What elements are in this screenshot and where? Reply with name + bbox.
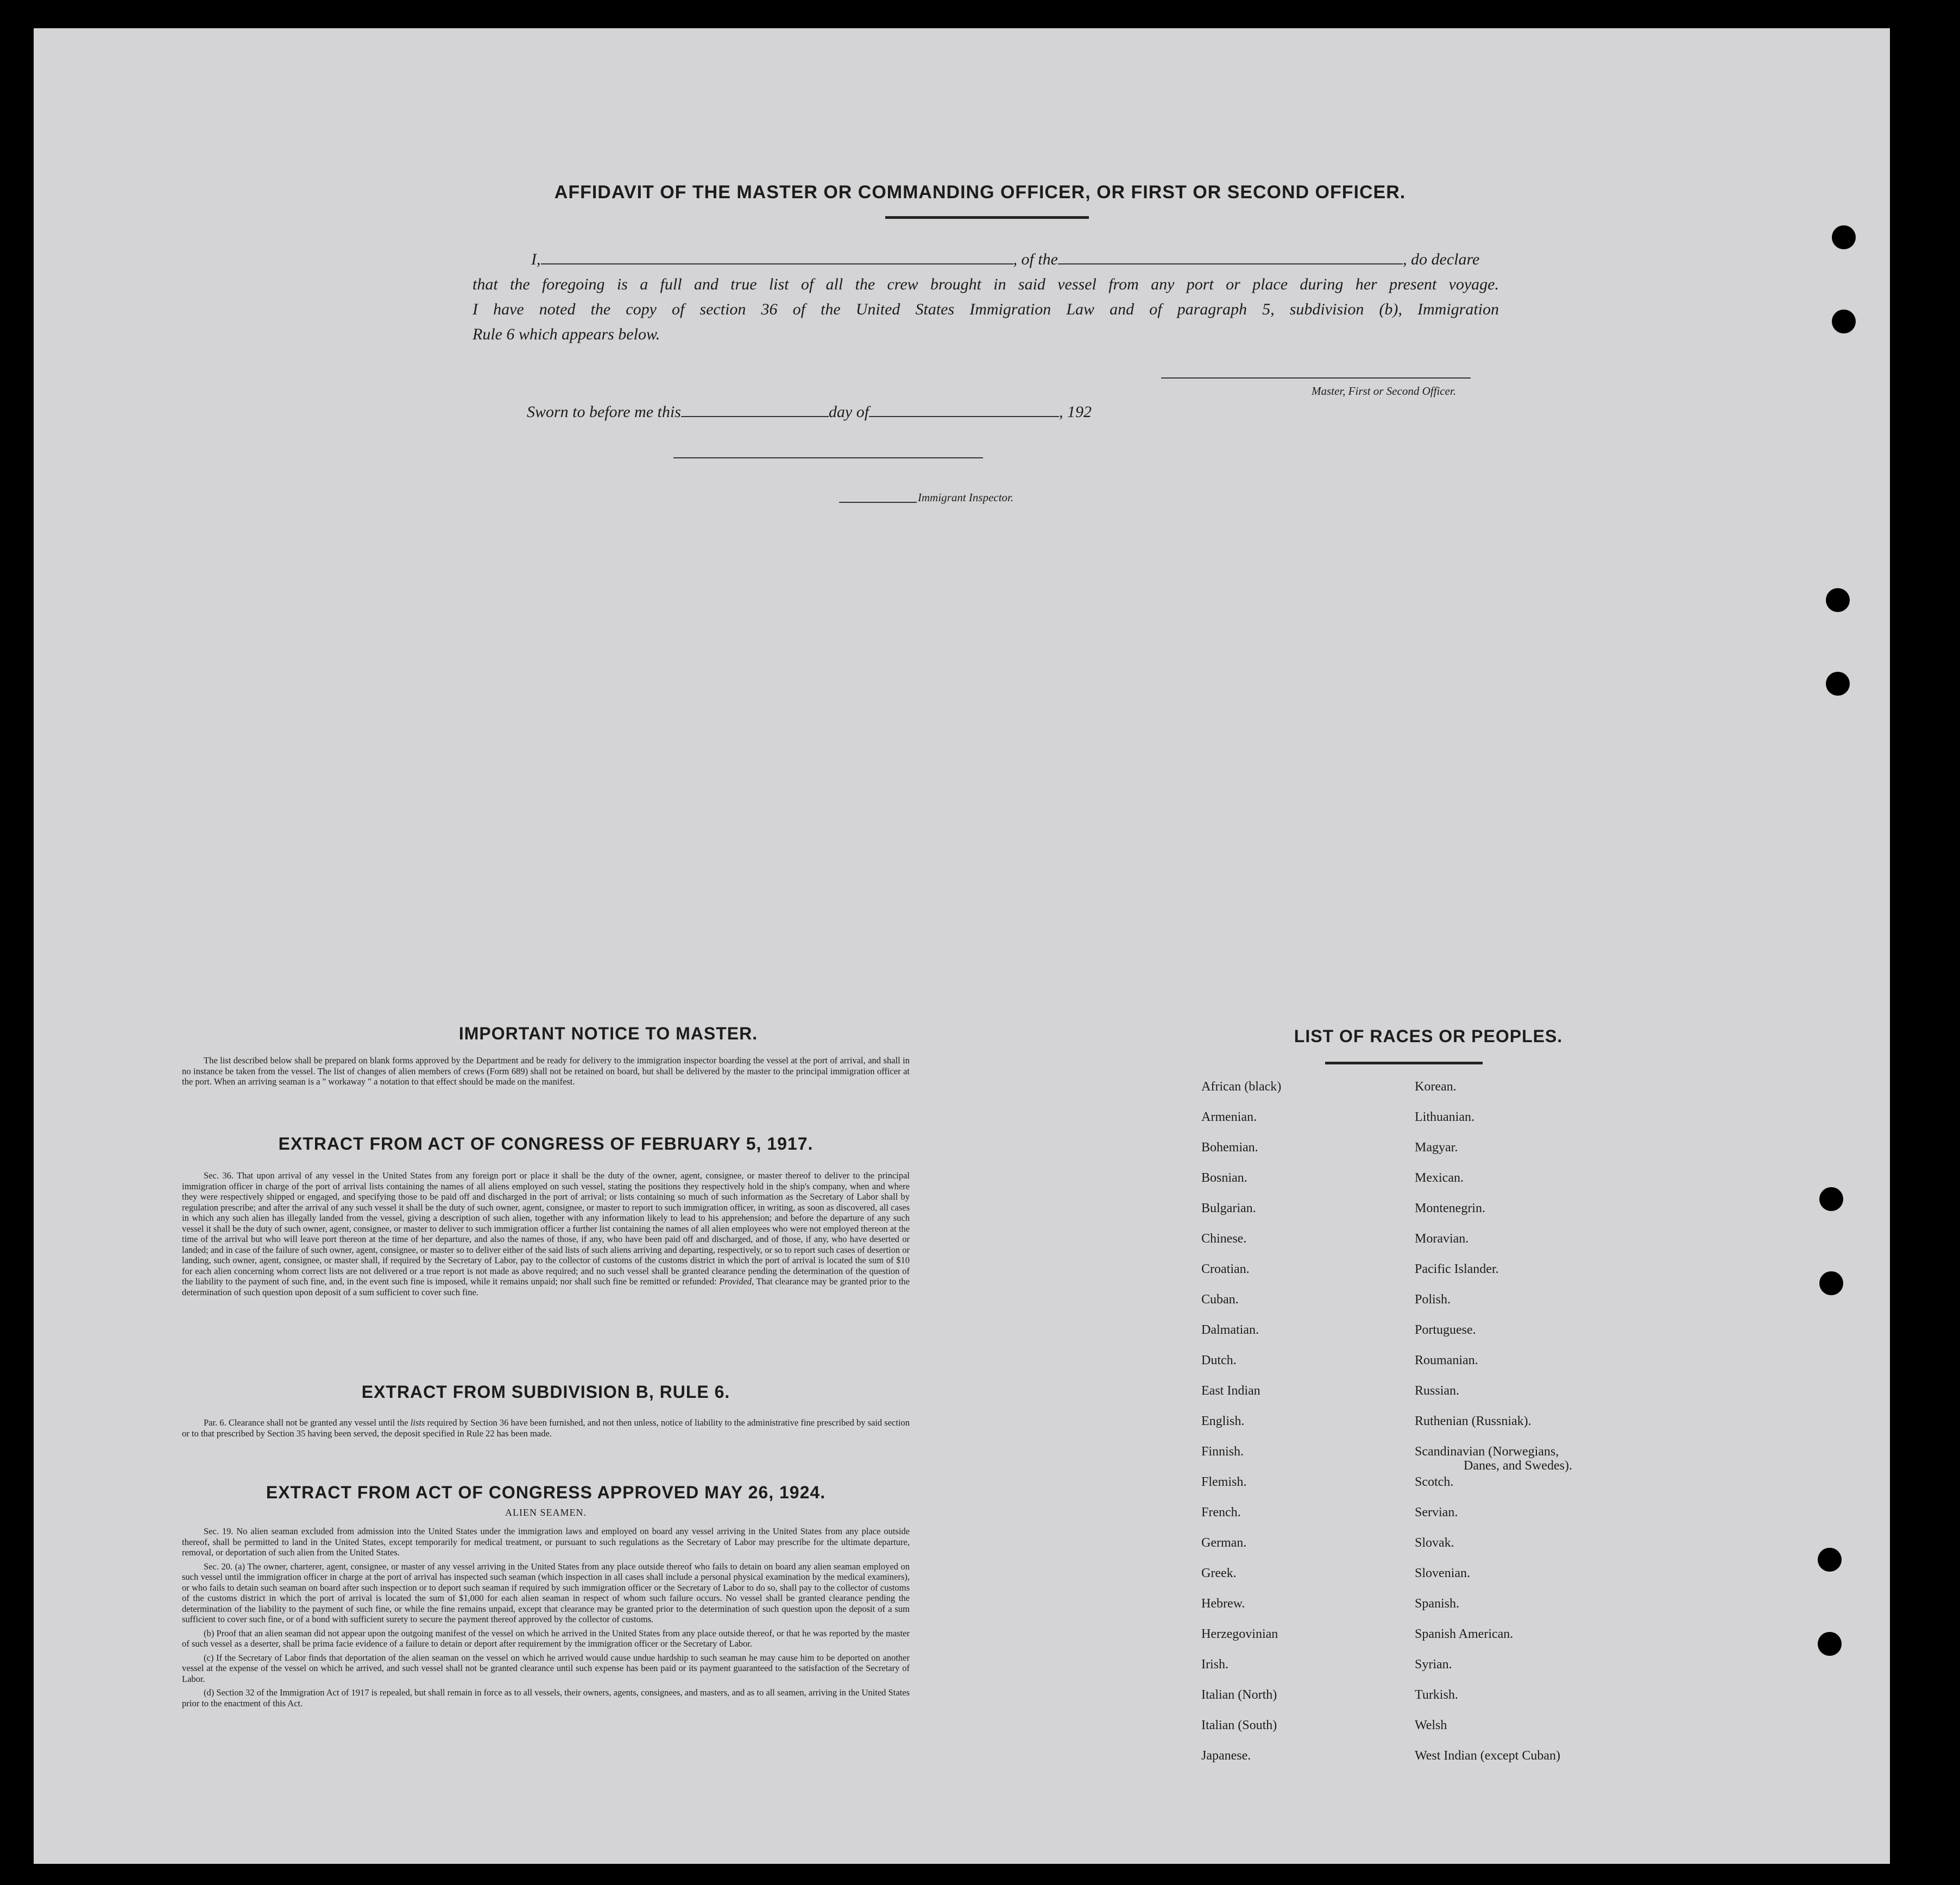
races-title: LIST OF RACES OR PEOPLES.	[1294, 1026, 1563, 1046]
proviso-label: Provided,	[719, 1276, 754, 1287]
para-sec20a: Sec. 20. (a) The owner, charterer, agent, consignee, or master of any vessel arriving in the United States from any place outside thereof who fails to detain on board any alien seaman employed on such vessel until the immigration officer in charge at the port of arrival has inspected such seaman (which inspection in all cases shall include a personal physical examination by the medical examiners), or who fails to detain such seaman on board after such inspection or to deport such seaman if required by such immigration officer or the Secretary of Labor to do so, shall pay to the collector of customs of the customs district in which the port of arrival is located the sum of $1,000 for each alien seaman in respect of whom such failure occurs. No vessel shall be granted clearance pending the determination of the liability to the payment of such fine, or while the fine remains unpaid, except that clearance may be granted prior to the determination of such question upon the deposit of a sum sufficient to cover such fine, or of a bond with sufficient surety to secure the payment thereof approved by the collector of customs.	[182, 1561, 910, 1624]
master-signature-caption: Master, First or Second Officer.	[1312, 384, 1456, 398]
race-item: Dalmatian.	[1201, 1323, 1259, 1337]
extract-rule6-text	[182, 1417, 910, 1439]
race-item: Bulgarian.	[1201, 1201, 1256, 1215]
inspector-caption-lead	[839, 502, 917, 503]
race-item: Italian (South)	[1201, 1718, 1277, 1732]
sworn-statement	[527, 403, 1092, 421]
race-item: Moravian.	[1415, 1232, 1469, 1246]
extract-1924-title: EXTRACT FROM ACT OF CONGRESS APPROVED MAY 26, 1924.	[266, 1483, 826, 1502]
rule6-text-a: Par. 6. Clearance shall not be granted any vessel until the	[204, 1417, 408, 1428]
declarant-label: I,	[531, 250, 541, 268]
race-item: Spanish American.	[1415, 1627, 1514, 1641]
race-item: Korean.	[1415, 1080, 1457, 1094]
race-item: Roumanian.	[1415, 1353, 1478, 1367]
race-item: Magyar.	[1415, 1140, 1458, 1155]
sworn-label: Sworn to before me this	[527, 403, 681, 421]
race-item: Armenian.	[1201, 1110, 1257, 1124]
race-item: Bosnian.	[1201, 1171, 1247, 1185]
para-sec20d: (d) Section 32 of the Immigration Act of 1917 is repealed, but shall remain in force as to all vessels, their owners, agents, consignees, and masters, and as to all seamen, arriving in the United States prior to the enactment of this Act.	[182, 1687, 910, 1709]
para-sec19: Sec. 19. No alien seaman excluded from admission into the United States under the immigration laws and employed on board any vessel arriving in the United States from any place outside thereof, shall be permitted to land in the United States, except temporarily for medical treatment, or pursuant to such regulations as the Secretary of Labor may prescribe for the ultimate departure, removal, or deportation of such alien from the United States.	[182, 1526, 910, 1558]
race-item: Hebrew.	[1201, 1597, 1245, 1611]
race-item: French.	[1201, 1505, 1241, 1520]
punch-hole	[1826, 672, 1850, 696]
race-item: Slovenian.	[1415, 1566, 1470, 1580]
race-item: Welsh	[1415, 1718, 1447, 1732]
affidavit-body	[472, 247, 1499, 347]
notice-title: IMPORTANT NOTICE TO MASTER.	[458, 1024, 758, 1043]
race-item: Irish.	[1201, 1657, 1228, 1672]
punch-hole	[1832, 225, 1856, 249]
affidavit-line-4: Rule 6 which appears below.	[472, 325, 660, 343]
race-item: Herzegovinian	[1201, 1627, 1278, 1641]
proviso-text: That clearance may be granted prior to the determination of such question upon deposit of a sum sufficient to cover such fine.	[182, 1276, 910, 1297]
race-item: Servian.	[1415, 1505, 1458, 1520]
race-item: Japanese.	[1201, 1749, 1251, 1763]
extract-1924-subtitle: ALIEN SEAMEN.	[505, 1507, 587, 1518]
race-item: Croatian.	[1201, 1262, 1250, 1276]
race-item: German.	[1201, 1536, 1247, 1550]
extract-rule6-title: EXTRACT FROM SUBDIVISION B, RULE 6.	[361, 1382, 730, 1402]
section-36-text: That upon arrival of any vessel in the United States from any foreign port or place it shall be the duty of the owner, agent, consignee, or master thereof to deliver to the principal immigration officer in charge of the port of arrival lists containing the names of all aliens employed on such vessel, stating the positions they respectively hold in the ship's company, when and where they were respectively shipped or engaged, and specifying those to be paid off and discharged in the port of arrival; or lists containing so much of such information as the Secretary of Labor shall by regulation prescribe; and after the arrival of any such vessel it shall be the duty of such owner, agent, consignee, or master to report to such immigration officer, in writing, as soon as discovered, all cases in which any such alien has illegally landed from the vessel, giving a description of such alien, together with any information likely to lead to his apprehension; and before the departure of any such vessel it shall be the duty of such owner, agent, consignee, or master to deliver to such immigration officer a further list containing the names of all alien employees who were not employed thereon at the time of the arrival but who will leave port thereon at the time of her departure, and also the names of those, if any, who have been paid off and discharged, and of those, if any, who have deserted or landed; and in case of the failure of such owner, agent, consignee, or master so to deliver either of the said lists of such aliens arriving and departing, respectively, or so to report such cases of desertion or landing, such owner, agent, consignee, or master shall, if required by the Secretary of Labor, pay to the collector of customs of the customs district in which the port of arrival is located the sum of $10 for each alien concerning whom correct lists are not delivered or a true report is not made as above required; and no such vessel shall be granted clearance pending the determination of the question of the liability to the payment of such fine, and, in the event such fine is imposed, while it remains unpaid; nor shall such fine be remitted or refunded:	[182, 1170, 910, 1287]
inspector-signature-line[interactable]	[673, 457, 983, 458]
master-signature-line[interactable]	[1161, 377, 1471, 379]
declarant-name-field[interactable]	[541, 263, 1013, 264]
race-item: Syrian.	[1415, 1657, 1452, 1672]
race-item: Italian (North)	[1201, 1688, 1277, 1702]
race-item: Lithuanian.	[1415, 1110, 1474, 1124]
race-item: West Indian (except Cuban)	[1415, 1749, 1560, 1763]
section-label: Sec. 36.	[204, 1170, 234, 1181]
race-item: Slovak.	[1415, 1536, 1454, 1550]
para-sec20c: (c) If the Secretary of Labor finds that deportation of the alien seaman on the vessel on which he arrived would cause undue hardship to such seaman he may cause him to be deported on another vessel at the expense of the vessel on which he arrived, and such vessel shall not be granted clearance until such expense has been paid or its payment guaranteed to the satisfaction of the Secretary of Labor.	[182, 1652, 910, 1684]
punch-hole	[1826, 588, 1850, 612]
race-item: Portuguese.	[1415, 1323, 1476, 1337]
sworn-day-field[interactable]	[681, 416, 829, 417]
vessel-name-field[interactable]	[1058, 263, 1403, 264]
race-item: Greek.	[1201, 1566, 1237, 1580]
para-sec20b: (b) Proof that an alien seaman did not appear upon the outgoing manifest of the vessel on which he arrived in the United States from any place outside thereof, or that he was reported by the master of such vessel as a deserter, shall be prima facie evidence of a failure to detain or deport after requirement by the immigration officer or the Secretary of Labor.	[182, 1628, 910, 1649]
extract-1917-text	[182, 1170, 910, 1297]
inspector-caption: Immigrant Inspector.	[918, 491, 1014, 504]
race-item: Dutch.	[1201, 1353, 1237, 1367]
title-underline	[885, 216, 1089, 219]
races-underline	[1325, 1062, 1483, 1064]
notice-text	[182, 1055, 910, 1087]
rule6-lists: lists	[410, 1417, 425, 1428]
race-item: Spanish.	[1415, 1597, 1460, 1611]
punch-hole	[1819, 1187, 1843, 1211]
race-item: Scandinavian (Norwegians,	[1415, 1445, 1559, 1459]
race-item: Montenegrin.	[1415, 1201, 1485, 1215]
race-item: African (black)	[1201, 1080, 1282, 1094]
race-item: Polish.	[1415, 1293, 1451, 1307]
race-item: Ruthenian (Russniak).	[1415, 1414, 1532, 1428]
punch-hole	[1832, 310, 1856, 333]
punch-hole	[1819, 1271, 1843, 1295]
declare-label: , do declare	[1403, 250, 1480, 268]
race-item: Pacific Islander.	[1415, 1262, 1499, 1276]
race-item: English.	[1201, 1414, 1245, 1428]
punch-hole	[1818, 1632, 1842, 1656]
notice-paragraph: The list described below shall be prepared on blank forms approved by the Department and be ready for delivery to the immigration inspector boarding the vessel at the port of arrival, and shall in no instance be taken from the vessel. The list of changes of alien members of crews (Form 689) shall not be retained on board, but shall be delivered by the master to the principal immigration officer at the port. When an arriving seaman is a " workaway " a notation to that effect should be made on the manifest.	[182, 1055, 910, 1087]
day-of-label: day of	[828, 403, 869, 421]
rule6-text-b: required by Section 36 have been furnished, and not then unless, notice of liability to the administrative fine prescribed by said section or to that prescribed by Section 35 having been served, the deposit specified in Rule 22 has been made.	[182, 1417, 910, 1439]
race-item: Flemish.	[1201, 1475, 1247, 1489]
race-item: Bohemian.	[1201, 1140, 1258, 1155]
punch-hole	[1818, 1548, 1842, 1572]
race-item: Russian.	[1415, 1384, 1460, 1398]
race-item: Mexican.	[1415, 1171, 1464, 1185]
race-item: East Indian	[1201, 1384, 1261, 1398]
race-item: Turkish.	[1415, 1688, 1458, 1702]
affidavit-line-2: that the foregoing is a full and true list of all the crew brought in said vessel from any port or place during her present voyage.	[472, 275, 1499, 293]
race-item: Chinese.	[1201, 1232, 1247, 1246]
race-item: Cuban.	[1201, 1293, 1239, 1307]
race-item: Scotch.	[1415, 1475, 1454, 1489]
race-item: Danes, and Swedes).	[1464, 1459, 1572, 1473]
race-item: Finnish.	[1201, 1445, 1244, 1459]
affidavit-line-3: I have noted the copy of section 36 of the United States Immigration Law and of paragraph 5, subdivision (b), Immigration	[472, 300, 1499, 318]
extract-1924-text	[182, 1526, 910, 1709]
year-label: , 192	[1059, 403, 1092, 421]
vessel-label: , of the	[1013, 250, 1058, 268]
extract-1917-title: EXTRACT FROM ACT OF CONGRESS OF FEBRUARY 5, 1917.	[278, 1134, 814, 1153]
affidavit-title: AFFIDAVIT OF THE MASTER OR COMMANDING OFFICER, OR FIRST OR SECOND OFFICER.	[554, 182, 1406, 203]
sworn-month-field[interactable]	[869, 416, 1059, 417]
